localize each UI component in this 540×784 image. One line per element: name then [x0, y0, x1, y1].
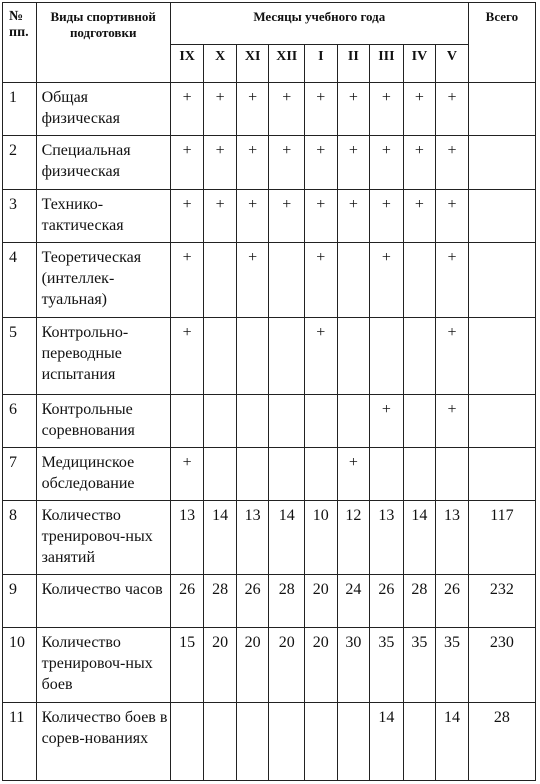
month-cell: 30 — [337, 628, 370, 703]
month-cell — [337, 395, 370, 448]
month-cell: 35 — [370, 628, 404, 703]
month-cell: 20 — [305, 575, 338, 628]
month-cell: 24 — [337, 575, 370, 628]
table-row — [3, 703, 536, 781]
month-cell: 14 — [269, 501, 305, 575]
header-month: II — [337, 45, 370, 83]
month-cell — [305, 395, 338, 448]
table-row — [3, 136, 536, 190]
month-cell: + — [403, 136, 436, 190]
month-cell — [269, 703, 305, 781]
table-row — [3, 243, 536, 318]
header-month: XII — [269, 45, 305, 83]
row-total: 232 — [468, 575, 535, 628]
header-month: I — [305, 45, 338, 83]
row-number: 5 — [3, 318, 37, 395]
month-cell — [337, 243, 370, 318]
month-cell: + — [170, 318, 204, 395]
month-cell: + — [403, 83, 436, 136]
month-cell: 13 — [170, 501, 204, 575]
month-cell: + — [204, 83, 237, 136]
month-cell — [269, 243, 305, 318]
month-cell: + — [269, 136, 305, 190]
month-cell — [403, 318, 436, 395]
row-number: 1 — [3, 83, 37, 136]
month-cell: + — [170, 190, 204, 243]
month-cell — [370, 318, 404, 395]
month-cell: + — [370, 395, 404, 448]
month-cell: + — [204, 136, 237, 190]
month-cell: 13 — [436, 501, 469, 575]
month-cell — [403, 243, 436, 318]
row-total — [468, 83, 535, 136]
month-cell: 26 — [236, 575, 269, 628]
month-cell — [337, 318, 370, 395]
row-number: 3 — [3, 190, 37, 243]
month-cell — [236, 395, 269, 448]
month-cell: 20 — [269, 628, 305, 703]
table-row — [3, 448, 536, 501]
month-cell — [170, 395, 204, 448]
row-number: 7 — [3, 448, 37, 501]
month-cell: + — [170, 243, 204, 318]
month-cell: + — [436, 395, 469, 448]
month-cell — [204, 703, 237, 781]
row-number: 6 — [3, 395, 37, 448]
month-cell: 15 — [170, 628, 204, 703]
header-month: IX — [170, 45, 204, 83]
month-cell: + — [305, 190, 338, 243]
row-number: 11 — [3, 703, 37, 781]
month-cell: 26 — [370, 575, 404, 628]
month-cell: + — [236, 136, 269, 190]
month-cell: 35 — [436, 628, 469, 703]
month-cell: + — [337, 190, 370, 243]
row-kind: Контрольно-переводные испытания — [36, 318, 170, 395]
month-cell: + — [204, 190, 237, 243]
month-cell — [204, 243, 237, 318]
row-kind: Общая физическая — [36, 83, 170, 136]
row-kind: Медицинское обследование — [36, 448, 170, 501]
month-cell: + — [403, 190, 436, 243]
month-cell: 35 — [403, 628, 436, 703]
header-month: IV — [403, 45, 436, 83]
month-cell — [370, 448, 404, 501]
month-cell: 14 — [370, 703, 404, 781]
month-cell: 26 — [436, 575, 469, 628]
month-cell: 13 — [370, 501, 404, 575]
header-kind: Виды спортивной подготовки — [36, 3, 170, 83]
month-cell — [236, 703, 269, 781]
month-cell: + — [269, 83, 305, 136]
row-kind: Количество боев в сорев-нованиях — [36, 703, 170, 781]
month-cell: + — [305, 83, 338, 136]
header-total: Всего — [468, 3, 535, 83]
month-cell — [305, 703, 338, 781]
month-cell: + — [337, 448, 370, 501]
header-month: V — [436, 45, 469, 83]
month-cell: + — [436, 83, 469, 136]
month-cell — [170, 703, 204, 781]
row-total: 28 — [468, 703, 535, 781]
month-cell — [403, 395, 436, 448]
month-cell: + — [305, 318, 338, 395]
row-kind: Количество тренировоч-ных занятий — [36, 501, 170, 575]
table-row — [3, 83, 536, 136]
month-cell — [269, 318, 305, 395]
training-plan-table — [2, 2, 536, 781]
month-cell: 28 — [204, 575, 237, 628]
table-row — [3, 190, 536, 243]
month-cell: 20 — [236, 628, 269, 703]
month-cell: + — [305, 136, 338, 190]
month-cell: 14 — [204, 501, 237, 575]
month-cell: + — [170, 448, 204, 501]
table-body — [3, 83, 536, 781]
row-number: 9 — [3, 575, 37, 628]
month-cell — [337, 703, 370, 781]
table-row — [3, 628, 536, 703]
row-kind: Теоретическая (интеллек-туальная) — [36, 243, 170, 318]
row-total — [468, 448, 535, 501]
month-cell: + — [236, 83, 269, 136]
row-total — [468, 318, 535, 395]
row-number: 8 — [3, 501, 37, 575]
month-cell: + — [337, 83, 370, 136]
month-cell: + — [436, 318, 469, 395]
month-cell — [305, 448, 338, 501]
row-number: 4 — [3, 243, 37, 318]
header-months-title: Месяцы учебного года — [170, 3, 468, 45]
month-cell: 28 — [269, 575, 305, 628]
month-cell: 12 — [337, 501, 370, 575]
month-cell: 20 — [305, 628, 338, 703]
row-number: 2 — [3, 136, 37, 190]
month-cell — [403, 703, 436, 781]
month-cell — [204, 448, 237, 501]
month-cell: + — [170, 83, 204, 136]
row-kind: Специальная физическая — [36, 136, 170, 190]
month-cell — [204, 395, 237, 448]
month-cell — [269, 448, 305, 501]
row-kind: Технико-тактическая — [36, 190, 170, 243]
month-cell: + — [236, 243, 269, 318]
row-total — [468, 243, 535, 318]
row-total — [468, 190, 535, 243]
month-cell: + — [269, 190, 305, 243]
row-total: 230 — [468, 628, 535, 703]
header-month: XI — [236, 45, 269, 83]
month-cell: + — [370, 83, 404, 136]
month-cell — [269, 395, 305, 448]
month-cell: + — [370, 190, 404, 243]
month-cell: 26 — [170, 575, 204, 628]
month-cell: 13 — [236, 501, 269, 575]
table-row — [3, 575, 536, 628]
header-row — [3, 3, 536, 45]
month-cell: 14 — [403, 501, 436, 575]
month-cell: + — [236, 190, 269, 243]
row-total — [468, 136, 535, 190]
month-cell — [436, 448, 469, 501]
month-cell: + — [170, 136, 204, 190]
month-cell: + — [436, 136, 469, 190]
table-row — [3, 501, 536, 575]
month-cell: + — [370, 243, 404, 318]
month-cell — [204, 318, 237, 395]
table-row — [3, 395, 536, 448]
header-month: III — [370, 45, 404, 83]
month-cell: 28 — [403, 575, 436, 628]
header-month: X — [204, 45, 237, 83]
month-cell — [236, 448, 269, 501]
month-cell — [403, 448, 436, 501]
table-row — [3, 318, 536, 395]
month-cell — [236, 318, 269, 395]
month-cell: + — [436, 243, 469, 318]
row-total: 117 — [468, 501, 535, 575]
row-total — [468, 395, 535, 448]
month-cell: 20 — [204, 628, 237, 703]
month-cell: + — [337, 136, 370, 190]
month-cell: + — [370, 136, 404, 190]
header-num: № пп. — [3, 3, 37, 83]
row-kind: Количество часов — [36, 575, 170, 628]
row-number: 10 — [3, 628, 37, 703]
row-kind: Количество тренировоч-ных боев — [36, 628, 170, 703]
month-cell: 10 — [305, 501, 338, 575]
month-cell: 14 — [436, 703, 469, 781]
row-kind: Контрольные соревнования — [36, 395, 170, 448]
month-cell: + — [305, 243, 338, 318]
month-cell: + — [436, 190, 469, 243]
